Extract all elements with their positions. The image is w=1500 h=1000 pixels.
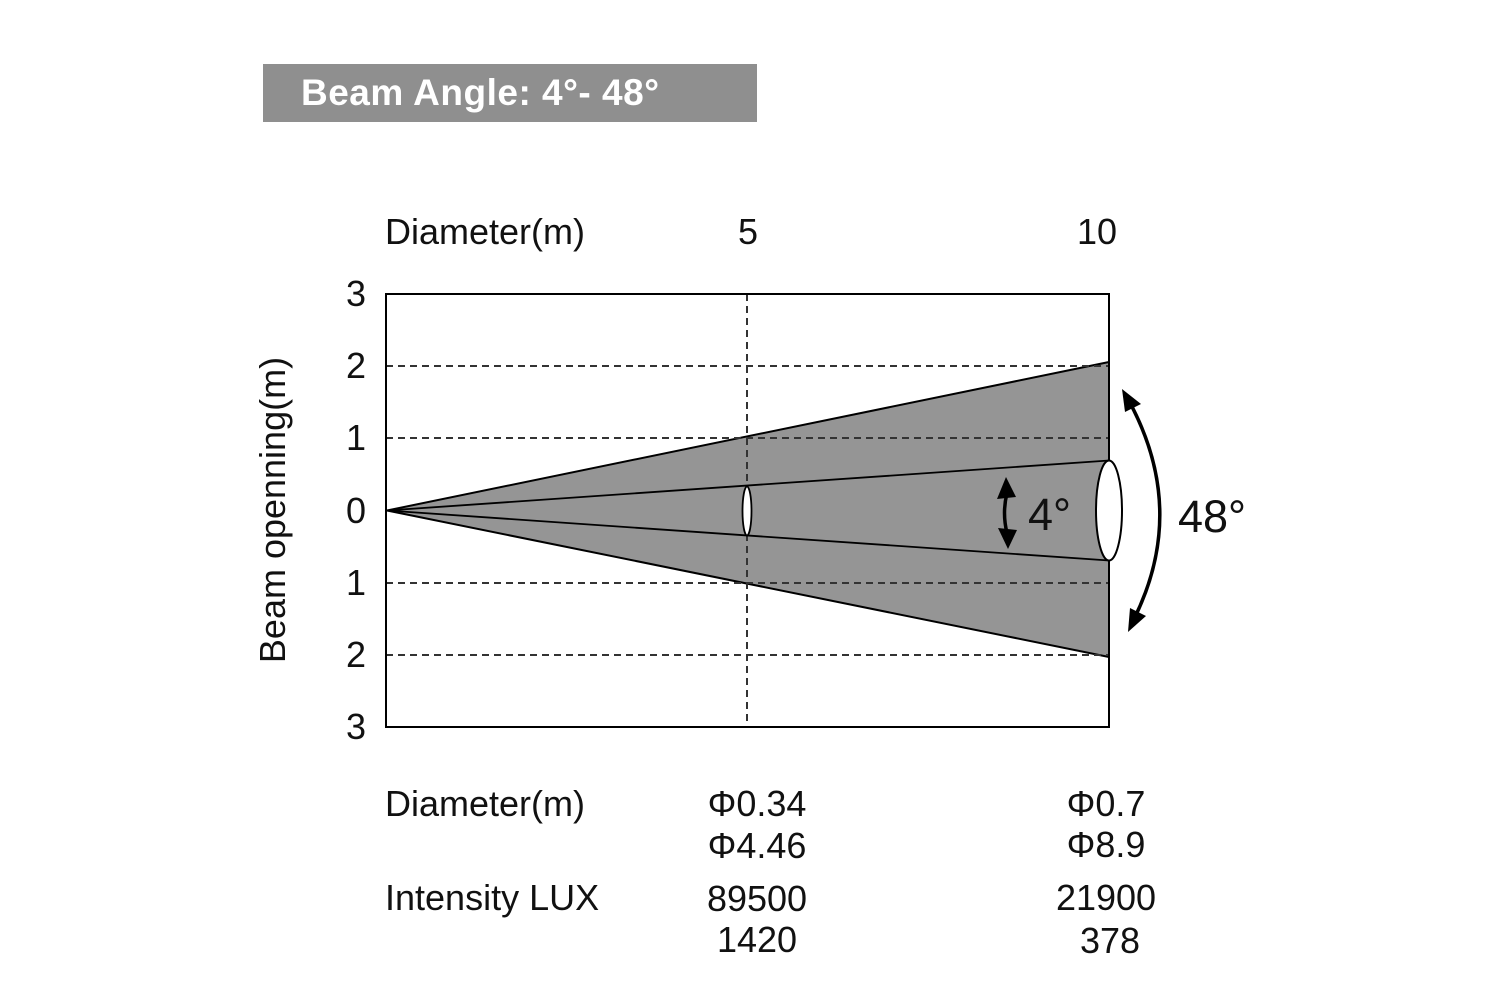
- wide-diameter-10m: Φ8.9: [1066, 824, 1146, 865]
- table-diameter-label: Diameter(m): [385, 783, 586, 824]
- y-tick-1-bottom: 1: [345, 562, 366, 603]
- narrow-diameter-10m: Φ0.7: [1066, 783, 1146, 824]
- spot-ellipse-5m: [743, 487, 752, 536]
- spot-ellipse-10m: [1096, 461, 1122, 561]
- table-intensity-label: Intensity LUX: [385, 877, 600, 918]
- distance-5-header: 5: [737, 211, 759, 252]
- y-axis-title: Beam openning(m): [252, 356, 293, 664]
- wide-diameter-5m: Φ4.46: [707, 825, 807, 866]
- wide-angle-arc-head-down: [1128, 608, 1146, 632]
- top-diameter-label: Diameter(m): [385, 211, 586, 252]
- wide-intensity-10m: 378: [1079, 920, 1141, 961]
- y-tick-3-top: 3: [345, 273, 366, 314]
- wide-angle-arc-shaft: [1129, 401, 1160, 619]
- y-tick-1-top: 1: [345, 417, 366, 458]
- narrow-intensity-10m: 21900: [1055, 877, 1157, 918]
- y-tick-3-bottom: 3: [345, 706, 366, 747]
- narrow-intensity-5m: 89500: [706, 878, 808, 919]
- wide-angle-arc-icon: [1122, 389, 1160, 632]
- y-tick-2-bottom: 2: [345, 634, 366, 675]
- y-tick-0: 0: [345, 490, 366, 531]
- distance-10-header: 10: [1076, 211, 1118, 252]
- narrow-diameter-5m: Φ0.34: [707, 783, 807, 824]
- wide-angle-arc-head-up: [1122, 389, 1141, 412]
- narrow-angle-label: 4°: [1028, 489, 1072, 540]
- wide-intensity-5m: 1420: [716, 919, 798, 960]
- wide-angle-label: 48°: [1178, 491, 1247, 542]
- y-axis-ticks: [346, 273, 366, 747]
- y-tick-2-top: 2: [345, 345, 366, 386]
- beam-angle-banner-label: Beam Angle: 4°- 48°: [301, 72, 660, 113]
